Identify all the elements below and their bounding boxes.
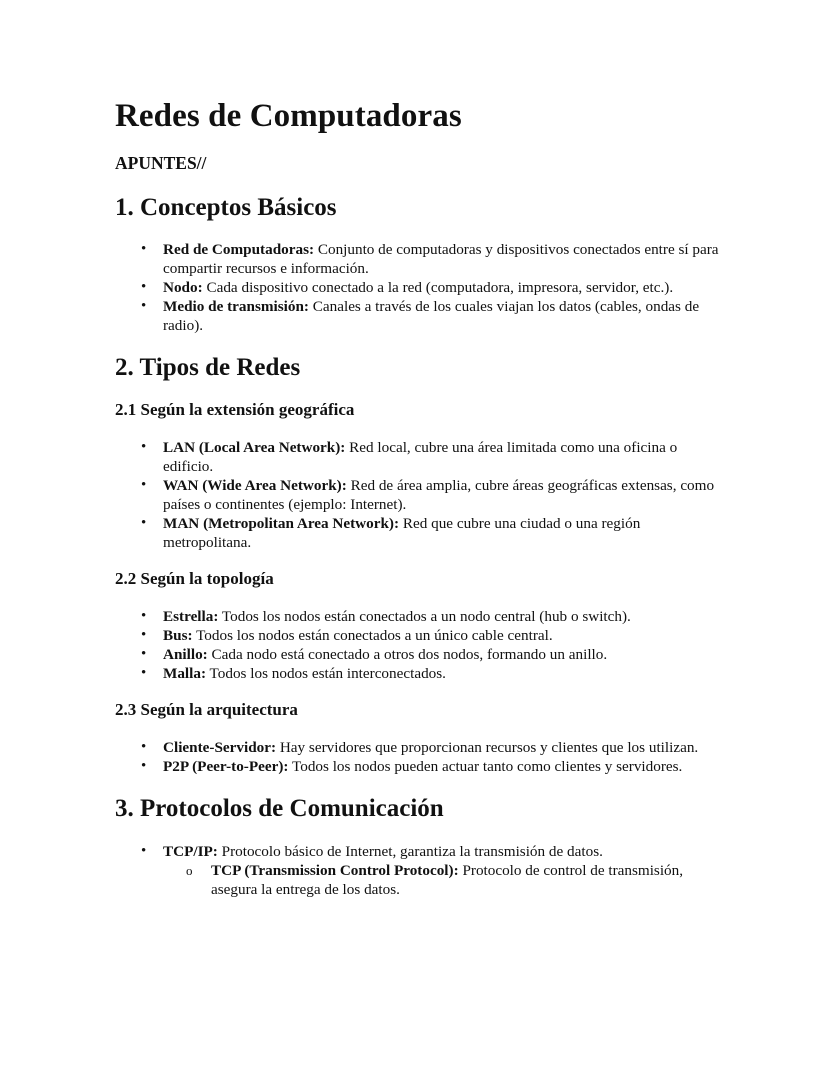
item-term: TCP/IP: bbox=[163, 843, 218, 860]
subsection-heading-arquitectura: 2.3 Según la arquitectura bbox=[115, 700, 298, 719]
item-term: Medio de transmisión: bbox=[163, 298, 309, 315]
section-heading-conceptos: 1. Conceptos Básicos bbox=[115, 194, 337, 221]
list-item bbox=[115, 842, 725, 899]
bullet-icon: • bbox=[141, 515, 147, 531]
bullet-icon: • bbox=[141, 298, 147, 314]
bullet-icon: • bbox=[141, 439, 147, 455]
bullet-icon: • bbox=[141, 739, 147, 755]
list-item bbox=[115, 438, 725, 476]
item-text: Conjunto de computadoras y dispositivos conectados entre sí para compartir recursos e información. bbox=[163, 241, 719, 277]
bullet-icon: • bbox=[141, 758, 147, 774]
sub-list-item bbox=[163, 861, 725, 899]
item-text: Canales a través de los cuales viajan los datos (cables, ondas de radio). bbox=[163, 298, 700, 334]
item-text: Todos los nodos pueden actuar tanto como clientes y servidores. bbox=[288, 758, 683, 775]
item-term: Malla: bbox=[163, 665, 207, 682]
item-text: Hay servidores que proporcionan recursos y clientes que los utilizan. bbox=[276, 739, 699, 756]
bullet-icon: • bbox=[141, 279, 147, 295]
item-term: Bus: bbox=[163, 627, 193, 644]
item-text: Red que cubre una ciudad o una región metropolitana. bbox=[163, 515, 641, 551]
document-subtitle: APUNTES// bbox=[115, 153, 207, 173]
list-conceptos bbox=[115, 240, 725, 335]
item-text: Todos los nodos están interconectados. bbox=[206, 665, 446, 682]
item-text: Red de área amplia, cubre áreas geográficas extensas, como países o continentes (ejemplo: Internet). bbox=[163, 477, 715, 513]
bullet-icon: • bbox=[141, 843, 147, 859]
section-heading-protocolos: 3. Protocolos de Comunicación bbox=[115, 795, 444, 822]
item-term: P2P (Peer-to-Peer): bbox=[163, 758, 289, 775]
item-term: Estrella: bbox=[163, 608, 219, 625]
list-extension bbox=[115, 438, 725, 552]
list-arquitectura bbox=[115, 738, 725, 776]
item-term: TCP (Transmission Control Protocol): bbox=[211, 862, 459, 879]
subsection-heading-extension: 2.1 Según la extensión geográfica bbox=[115, 400, 355, 419]
section-heading-tipos: 2. Tipos de Redes bbox=[115, 354, 301, 381]
item-term: MAN (Metropolitan Area Network): bbox=[163, 515, 400, 532]
list-item bbox=[115, 738, 725, 757]
list-item bbox=[115, 240, 725, 278]
list-item bbox=[115, 297, 725, 335]
list-item bbox=[115, 664, 725, 683]
list-item bbox=[115, 645, 725, 664]
list-item bbox=[115, 476, 725, 514]
item-text: Protocolo básico de Internet, garantiza la transmisión de datos. bbox=[217, 843, 603, 860]
item-text: Todos los nodos están conectados a un único cable central. bbox=[192, 627, 553, 644]
bullet-icon: • bbox=[141, 608, 147, 624]
item-term: WAN (Wide Area Network): bbox=[163, 477, 347, 494]
item-term: Red de Computadoras: bbox=[163, 241, 315, 258]
circle-bullet-icon: o bbox=[186, 863, 193, 878]
bullet-icon: • bbox=[141, 241, 147, 257]
subsection-heading-topologia: 2.2 Según la topología bbox=[115, 569, 274, 588]
list-topologia bbox=[115, 607, 725, 683]
list-item bbox=[115, 278, 725, 297]
list-item bbox=[115, 514, 725, 552]
bullet-icon: • bbox=[141, 665, 147, 681]
document-page bbox=[115, 96, 725, 899]
item-text: Cada dispositivo conectado a la red (computadora, impresora, servidor, etc.). bbox=[202, 279, 674, 296]
item-term: Cliente-Servidor: bbox=[163, 739, 277, 756]
item-text: Cada nodo está conectado a otros dos nodos, formando un anillo. bbox=[207, 646, 608, 663]
item-term: Anillo: bbox=[163, 646, 208, 663]
item-term: LAN (Local Area Network): bbox=[163, 439, 346, 456]
bullet-icon: • bbox=[141, 627, 147, 643]
item-text: Todos los nodos están conectados a un nodo central (hub o switch). bbox=[218, 608, 631, 625]
list-item bbox=[115, 626, 725, 645]
list-protocolos bbox=[115, 842, 725, 899]
item-text: Protocolo de control de transmisión, asegura la entrega de los datos. bbox=[211, 862, 684, 898]
list-item bbox=[115, 757, 725, 776]
bullet-icon: • bbox=[141, 646, 147, 662]
document-title: Redes de Computadoras bbox=[115, 98, 462, 134]
item-text: Red local, cubre una área limitada como una oficina o edificio. bbox=[163, 439, 678, 475]
bullet-icon: • bbox=[141, 477, 147, 493]
item-term: Nodo: bbox=[163, 279, 203, 296]
list-item bbox=[115, 607, 725, 626]
sub-list-tcpip bbox=[163, 861, 725, 899]
